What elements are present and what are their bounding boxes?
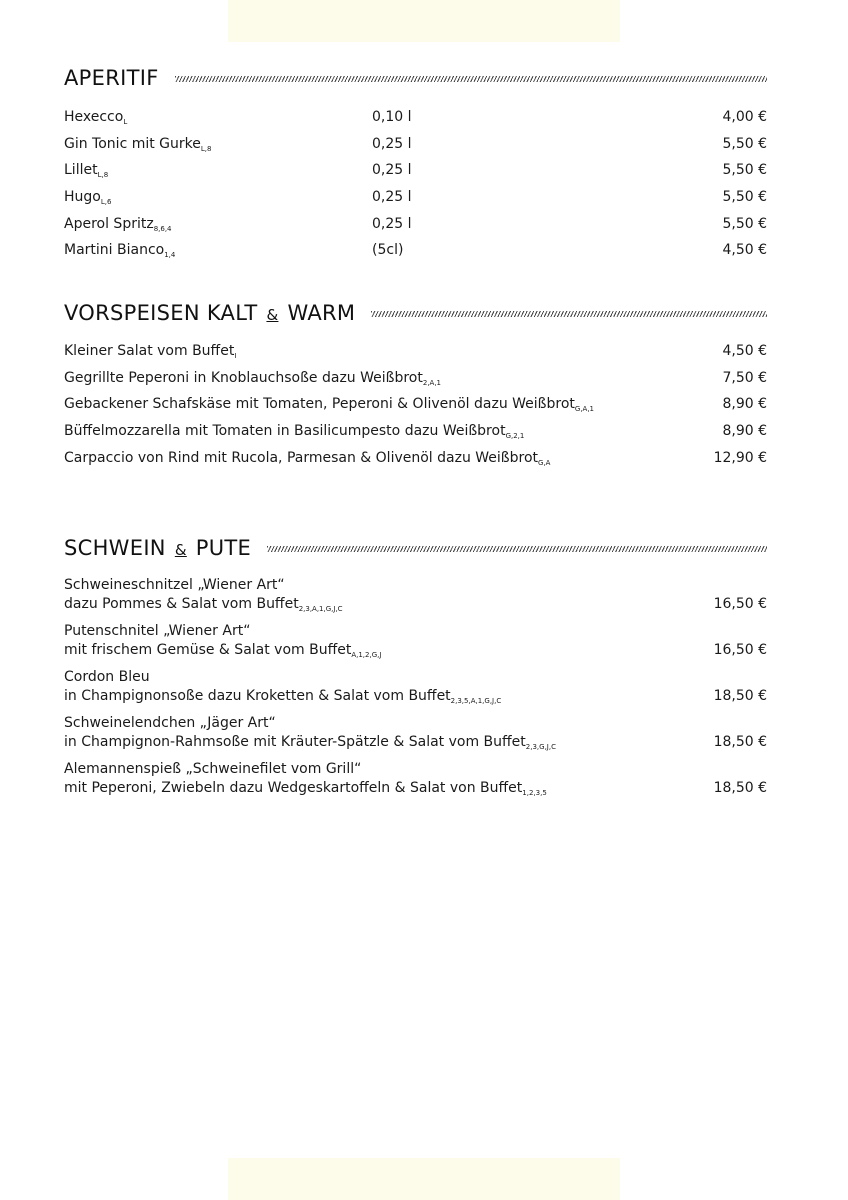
section-title: APERITIF: [64, 66, 159, 90]
item-volume: 0,25 l: [372, 189, 412, 206]
allergen-codes: L: [123, 118, 128, 126]
item-name: [64, 136, 211, 153]
item-name-text: Hexecco: [64, 109, 124, 125]
allergen-codes: 2,3,G,J,C: [525, 743, 556, 751]
dish-entry: [64, 577, 767, 623]
item-name-text: Hugo: [64, 189, 101, 206]
section-schwein-pute: [64, 533, 767, 807]
item-name-text: Gegrillte Peperoni in Knoblauchsoße dazu Weißbrot: [64, 369, 423, 386]
menu-row: [64, 419, 767, 446]
item-price: 5,50 €: [722, 135, 767, 152]
hatch-divider: [371, 311, 767, 317]
section-header: [64, 63, 767, 93]
item-name: [64, 162, 108, 179]
item-price: 8,90 €: [722, 396, 767, 413]
item-name-text: Gin Tonic mit Gurke: [64, 135, 201, 152]
section-title-part: SCHWEIN: [64, 536, 166, 560]
item-price: 5,50 €: [722, 215, 767, 232]
item-name-text: Martini Bianco: [64, 242, 165, 259]
dish-list: [64, 577, 767, 807]
dish-list: [64, 339, 767, 472]
item-volume: 0,25 l: [372, 215, 412, 232]
dish-description-text: in Champignon-Rahmsoße mit Kräuter-Spätzle & Salat vom Buffet: [64, 734, 526, 750]
menu-row: [64, 339, 767, 366]
bottom-tab-decoration: [228, 1158, 620, 1200]
dish-description-text: mit frischem Gemüse & Salat vom Buffet: [64, 642, 352, 658]
item-price: 16,50 €: [713, 642, 767, 658]
item-price: 4,50 €: [722, 242, 767, 259]
dish-name: Cordon Bleu: [64, 669, 150, 685]
dish-description-text: dazu Pommes & Salat vom Buffet: [64, 596, 299, 612]
item-price: 16,50 €: [713, 596, 767, 612]
dish-name: Alemannenspieß „Schweinefilet vom Grill“: [64, 761, 362, 777]
section-title: [64, 301, 355, 325]
allergen-codes: 8,6,4: [153, 224, 172, 233]
dish-name: Schweineschnitzel „Wiener Art“: [64, 577, 285, 593]
dish-name: Putenschnitel „Wiener Art“: [64, 623, 251, 639]
menu-row: [64, 132, 767, 159]
item-name: [64, 189, 111, 206]
top-tab-decoration: [228, 0, 620, 42]
item-volume: 0,25 l: [372, 135, 412, 152]
section-vorspeisen: [64, 298, 767, 472]
dish-entry: [64, 761, 767, 807]
item-price: 18,50 €: [713, 688, 767, 704]
menu-row: [64, 392, 767, 419]
item-volume: (5cl): [372, 242, 404, 259]
hatch-divider: [175, 76, 767, 82]
allergen-codes: L,8: [200, 144, 212, 153]
menu-row: [64, 105, 767, 132]
dish-description: [64, 734, 556, 751]
allergen-codes: 2,3,5,A,1,G,J,C: [450, 697, 502, 705]
menu-row: [64, 238, 767, 265]
drink-list: [64, 105, 767, 265]
dish-entry: [64, 623, 767, 669]
allergen-codes: 1,2,3,5: [522, 789, 547, 797]
item-name: [64, 423, 524, 440]
item-volume: 0,25 l: [372, 162, 412, 179]
item-price: 7,50 €: [722, 369, 767, 386]
section-aperitif: [64, 63, 767, 265]
allergen-codes: 2,3,A,1,G,J,C: [298, 605, 343, 613]
allergen-codes: L,6: [100, 198, 112, 207]
dish-description: [64, 642, 381, 659]
item-name-text: Lillet: [64, 162, 98, 179]
dish-entry: [64, 715, 767, 761]
menu-row: [64, 212, 767, 239]
section-title-amp: &: [174, 541, 187, 559]
item-name: [64, 450, 550, 467]
section-title: [64, 536, 251, 560]
item-name-text: Gebackener Schafskäse mit Tomaten, Peperoni & Olivenöl dazu Weißbrot: [64, 396, 575, 413]
allergen-codes: G,A: [538, 458, 551, 467]
item-price: 18,50 €: [713, 780, 767, 796]
item-price: 5,50 €: [722, 189, 767, 206]
allergen-codes: 2,A,1: [422, 378, 442, 387]
dish-description: [64, 596, 343, 613]
allergen-codes: G,2,1: [505, 432, 525, 441]
section-header: [64, 533, 767, 563]
item-name-text: Büffelmozzarella mit Tomaten in Basilicumpesto dazu Weißbrot: [64, 423, 506, 440]
item-name: [64, 396, 594, 413]
dish-name: Schweinelendchen „Jäger Art“: [64, 715, 276, 731]
dish-description-text: mit Peperoni, Zwiebeln dazu Wedgeskartoffeln & Salat von Buffet: [64, 780, 523, 796]
item-price: 5,50 €: [722, 162, 767, 179]
section-title-part: VORSPEISEN KALT: [64, 301, 258, 325]
allergen-codes: L,8: [97, 171, 109, 180]
allergen-codes: 1,4: [164, 251, 176, 260]
item-name: [64, 242, 175, 259]
section-title-part: WARM: [287, 301, 356, 325]
menu-row: [64, 158, 767, 185]
dish-description-text: in Champignonsoße dazu Kroketten & Salat vom Buffet: [64, 688, 451, 704]
item-name-text: Kleiner Salat vom Buffet: [64, 343, 235, 359]
item-volume: 0,10 l: [372, 109, 412, 125]
item-name: [64, 216, 172, 233]
item-price: 8,90 €: [722, 423, 767, 440]
item-name: [64, 343, 236, 360]
section-title-part: PUTE: [195, 536, 252, 560]
item-name-text: Aperol Spritz: [64, 215, 154, 232]
section-title-amp: &: [266, 306, 279, 324]
allergen-codes: I: [234, 352, 237, 360]
item-price: 4,00 €: [722, 109, 767, 125]
item-name: [64, 109, 127, 126]
section-header: [64, 298, 767, 328]
allergen-codes: A,1,2,G,J: [351, 651, 382, 659]
menu-row: [64, 185, 767, 212]
item-name: [64, 370, 441, 387]
menu-row: [64, 446, 767, 473]
dish-description: [64, 688, 501, 705]
item-price: 18,50 €: [713, 734, 767, 750]
item-price: 12,90 €: [713, 449, 767, 466]
hatch-divider: [267, 546, 767, 552]
item-price: 4,50 €: [722, 343, 767, 359]
dish-description: [64, 780, 547, 797]
menu-row: [64, 366, 767, 393]
allergen-codes: G,A,1: [574, 405, 595, 414]
item-name-text: Carpaccio von Rind mit Rucola, Parmesan & Olivenöl dazu Weißbrot: [64, 449, 539, 466]
dish-entry: [64, 669, 767, 715]
